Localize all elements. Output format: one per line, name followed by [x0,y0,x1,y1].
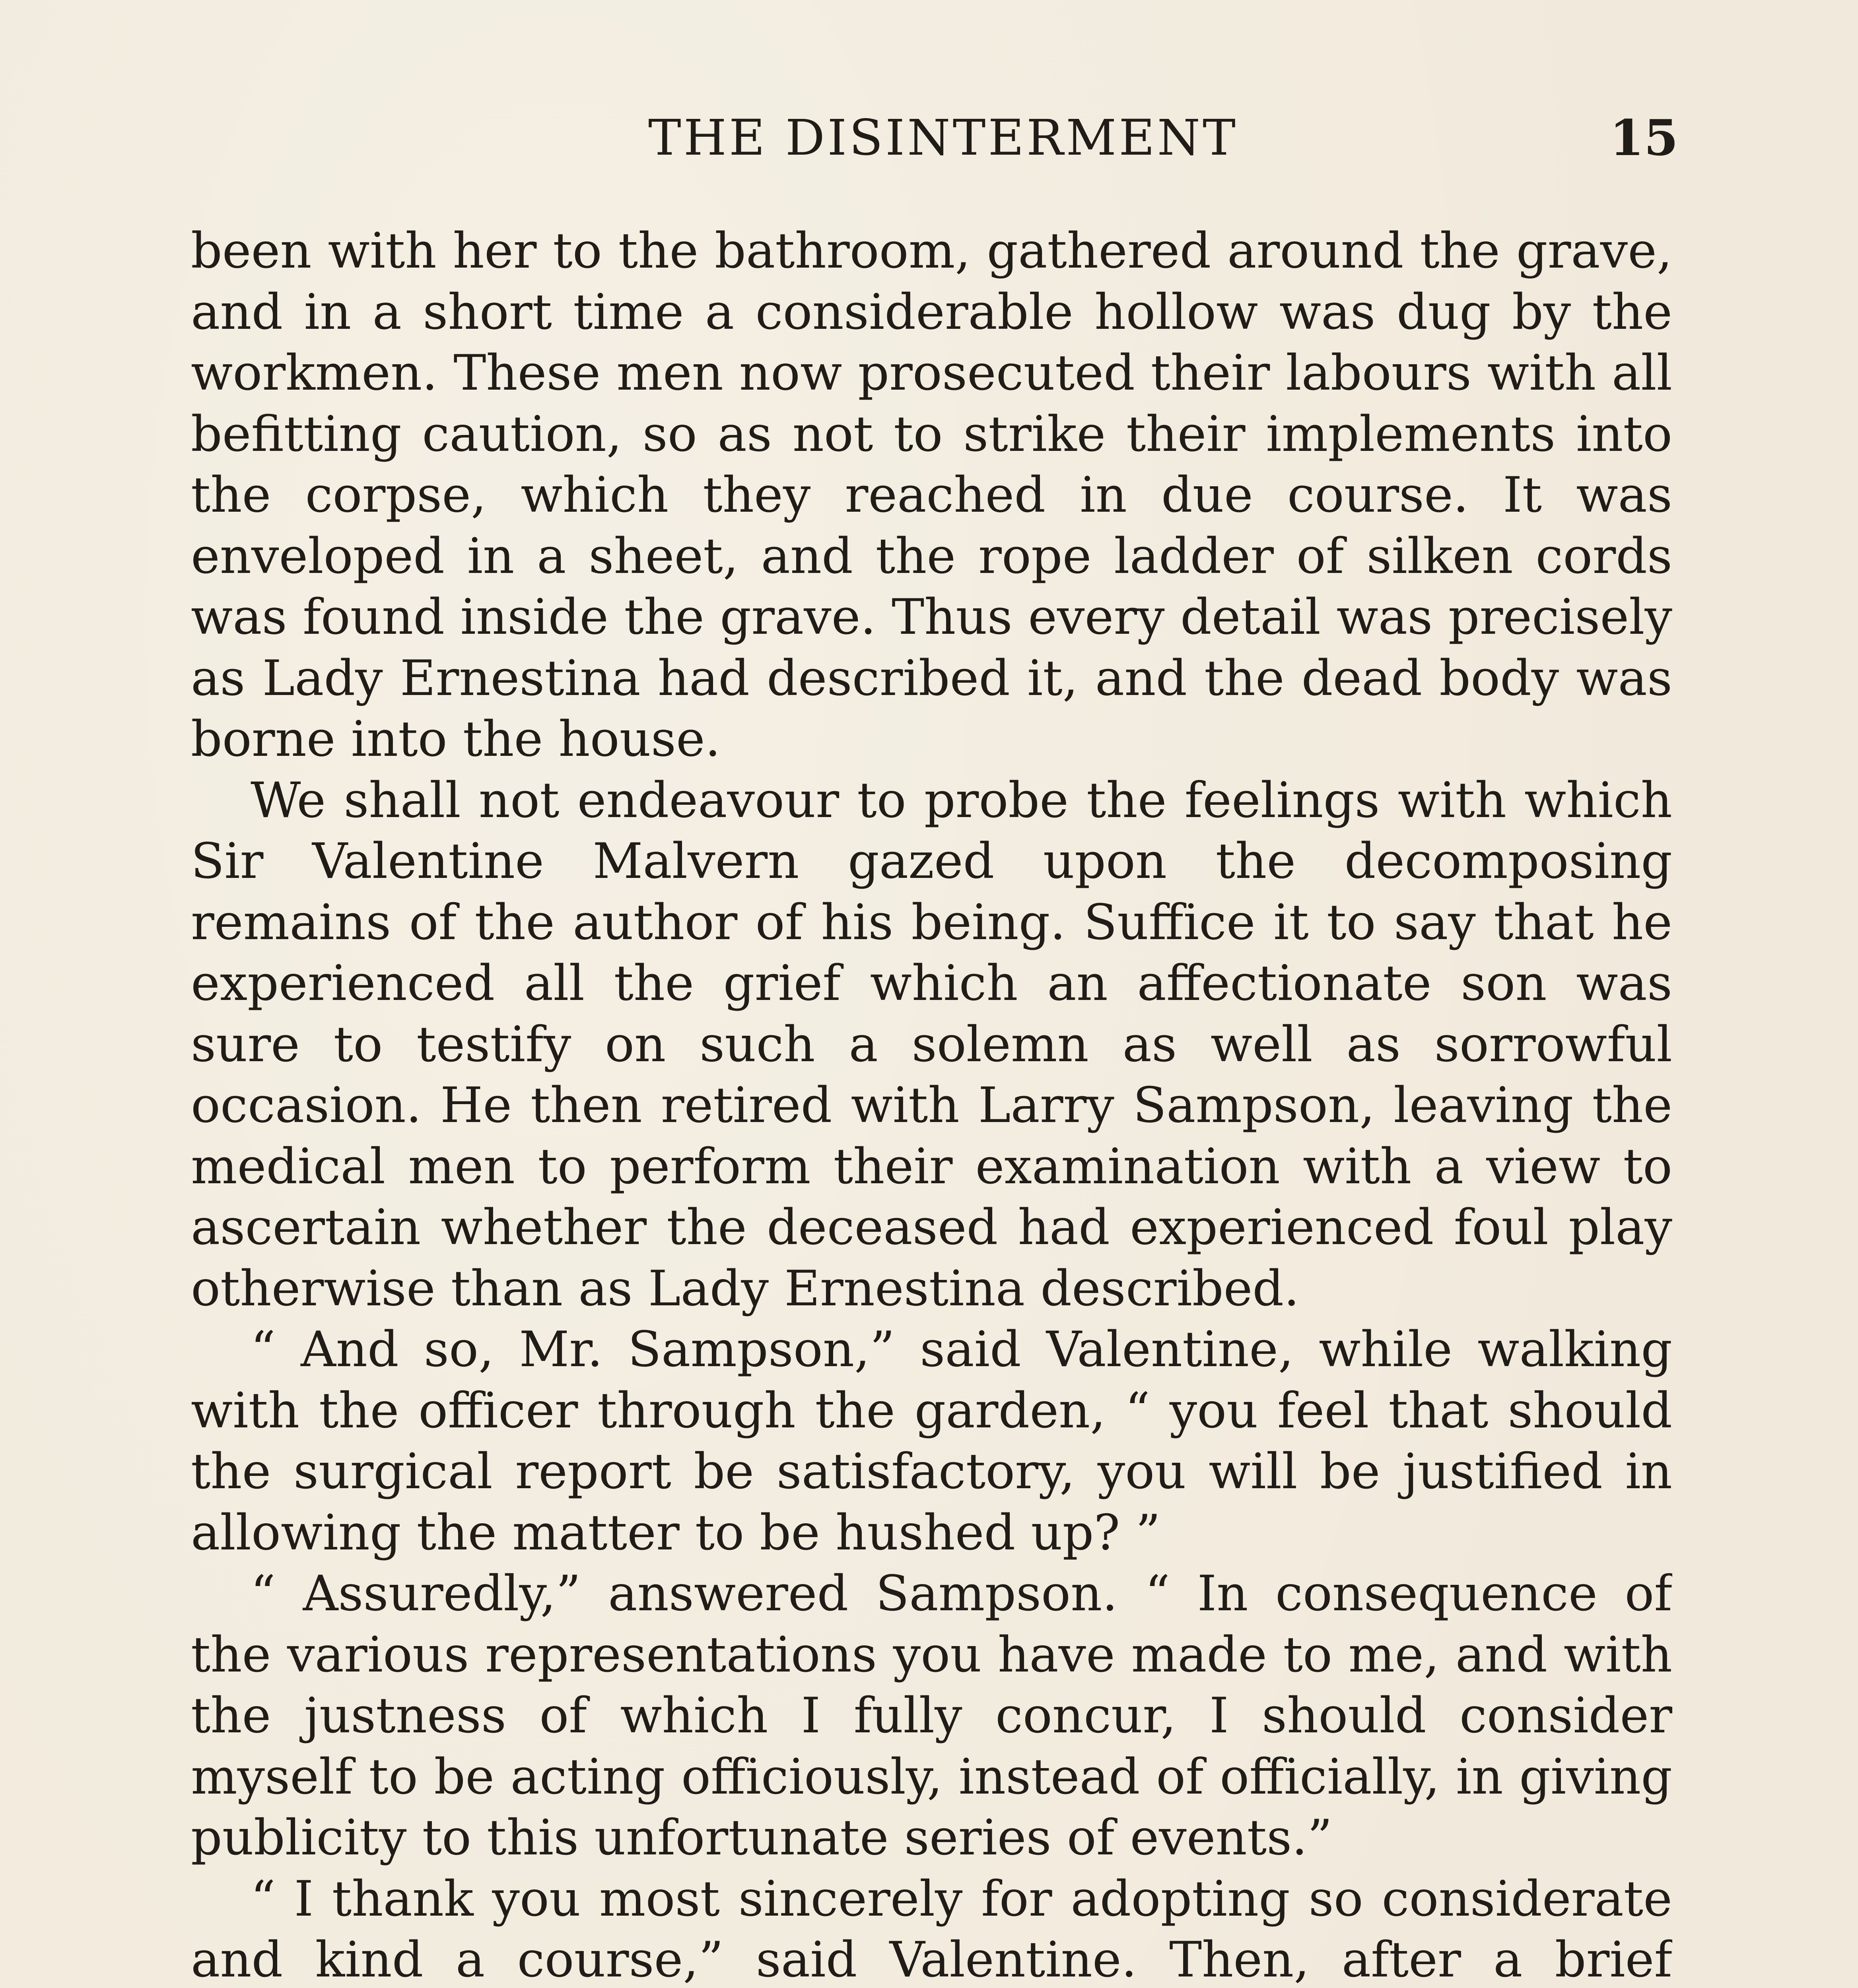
page-number: 15 [1609,109,1678,167]
paragraph-continued: been with her to the bathroom, gathered around the grave, and in a short time a considerable hollow was dug by the workmen. These men now prosecuted their labours with all befitting caution, so as not to strike their implements into the corpse, which they reached in due course. It was enveloped in a sheet, and the rope ladder of silken cords was found inside the grave. Thus every detail was precisely as Lady Ernestina had described it, and the dead body was borne into the house. [191,223,1672,768]
paragraph: “ I thank you most sincerely for adopting so considerate and kind a course,” said Valentine. Then, after a brief [191,1870,1672,1988]
paragraph: “ And so, Mr. Sampson,” said Valentine, while walking with the officer through the garden, “ you feel that should the surgical report be satisfactory, you will be justified in allowing the matter to be hushed up? ” [191,1321,1672,1561]
page-header [191,109,1678,189]
paragraph: “ Assuredly,” answered Sampson. “ In consequence of the various representations you have made to me, and with the justness of which I fully concur, I should consider myself to be acting officiously, instead of officially, in giving publicity to this unfortunate series of events.” [191,1565,1672,1866]
running-title: THE DISINTERMENT [648,109,1238,167]
body-text [191,221,1672,1988]
paragraph: We shall not endeavour to probe the feelings with which Sir Valentine Malvern gazed upon the decomposing remains of the author of his being. Suffice it to say that he experienced all the grief which an affectionate son was sure to testify on such a solemn as well as sorrowful occasion. He then retired with Larry Sampson, leaving the medical men to perform their examination with a view to ascertain whether the deceased had experienced foul play otherwise than as Lady Ernestina described. [191,772,1672,1317]
